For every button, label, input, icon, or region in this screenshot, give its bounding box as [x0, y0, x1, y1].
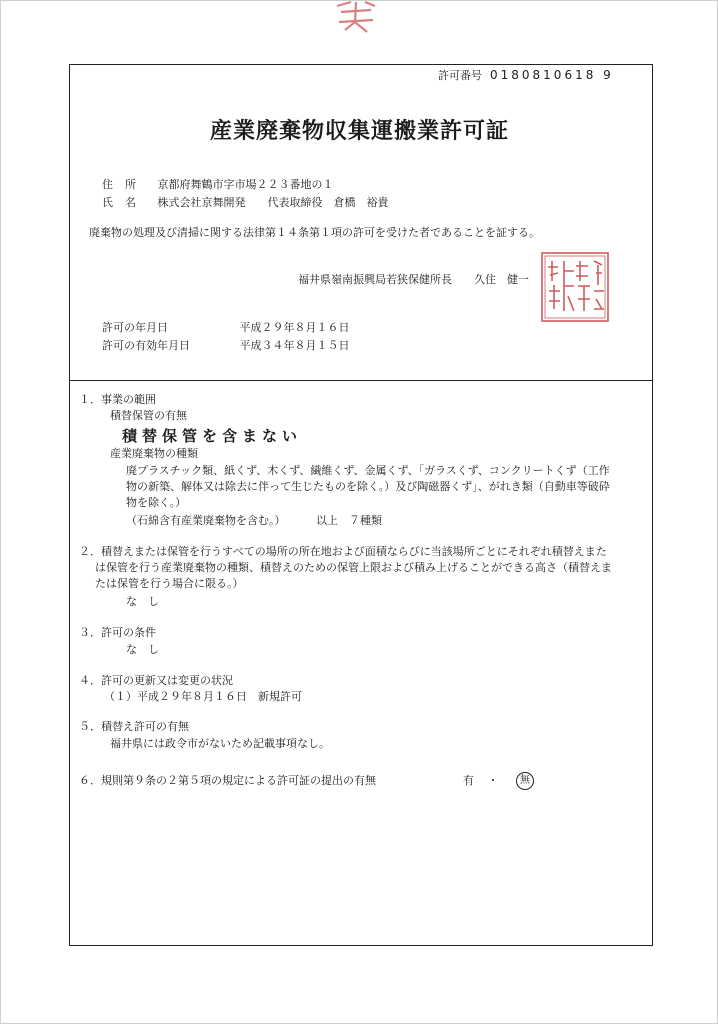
waste-type-count: 以上 ７種類 — [316, 514, 382, 527]
certificate-box — [69, 64, 653, 946]
waste-types-label: 産業廃棄物の種類 — [110, 447, 198, 460]
valid-until-row — [102, 339, 350, 353]
partial-seal-stamp — [331, 0, 381, 34]
section-3-value: な し — [126, 643, 159, 656]
waste-types-line-2: 物の新築、解体又は除去に伴って生じたものを除く。）及び陶磁器くず」、がれき類（自動車等破砕 — [126, 480, 610, 493]
section-4-value: （１）平成２９年８月１６日 新規許可 — [104, 690, 302, 703]
waste-types-line-3: 物を除く。） — [126, 496, 187, 509]
transship-value: 積替保管を含まない — [122, 427, 303, 445]
permit-number-label: 許可番号 — [438, 69, 482, 82]
section-2-heading-line-3: たは保管を行う場合に限る。） — [95, 577, 244, 590]
section-2-heading-line-1: ２．積替えまたは保管を行うすべての場所の所在地および面積ならびに当該場所ごとにそれぞれ積替えまた — [79, 545, 607, 558]
section-3-heading: ３．許可の条件 — [79, 626, 156, 639]
address-label: 住所 — [102, 178, 148, 191]
official-seal-stamp — [540, 251, 610, 323]
choice-yes: 有 — [463, 774, 474, 787]
valid-until-label: 許可の有効年月日 — [102, 339, 190, 352]
section-2-heading-line-2: は保管を行う産業廃棄物の種類、積替えのための保管上限および積み上げることができる高さ（積替えま — [95, 561, 612, 574]
name-label: 氏名 — [102, 196, 148, 209]
section-1-heading: １．事業の範囲 — [79, 393, 156, 406]
issuer: 福井県嶺南振興局若狭保健所長 久住 健一 — [298, 273, 529, 286]
certificate-title: 産業廃棄物収集運搬業許可証 — [210, 118, 510, 144]
waste-types-line-1: 廃プラスチック類、紙くず、木くず、繊維くず、金属くず、「ガラスくず、コンクリートくず（工作 — [126, 464, 610, 477]
permit-date-label: 許可の年月日 — [102, 321, 168, 334]
section-6-heading: ６．規則第９条の２第５項の規定による許可証の提出の有無 — [79, 774, 376, 787]
submission-choice — [463, 772, 534, 790]
holder-name-row — [102, 196, 389, 210]
permit-number — [438, 68, 614, 83]
permit-date-row — [102, 321, 350, 335]
section-4-heading: ４．許可の更新又は変更の状況 — [79, 674, 233, 687]
certification-text: 廃棄物の処理及び清掃に関する法律第１４条第１項の許可を受けた者であることを証する。 — [89, 226, 540, 239]
name-value: 株式会社京舞開発 代表取締役 倉橋 裕貴 — [157, 196, 389, 209]
section-divider — [70, 380, 652, 381]
choice-separator: ・ — [487, 774, 499, 787]
holder-address-row — [102, 178, 334, 192]
permit-date-value: 平成２９年８月１６日 — [239, 321, 350, 334]
transship-label: 積替保管の有無 — [110, 409, 187, 422]
permit-number-value: 0180810618 9 — [490, 68, 614, 82]
address-value: 京都府舞鶴市字市場２２３番地の１ — [157, 178, 334, 191]
section-5-heading: ５．積替え許可の有無 — [79, 720, 189, 733]
asbestos-note: （石綿含有産業廃棄物を含む。） — [126, 514, 286, 527]
section-2-value: な し — [126, 595, 159, 608]
section-5-value: 福井県には政令市がないため記載事項なし。 — [110, 737, 330, 750]
choice-no-circled: 無 — [516, 772, 534, 790]
valid-until-value: 平成３４年８月１５日 — [239, 339, 350, 352]
